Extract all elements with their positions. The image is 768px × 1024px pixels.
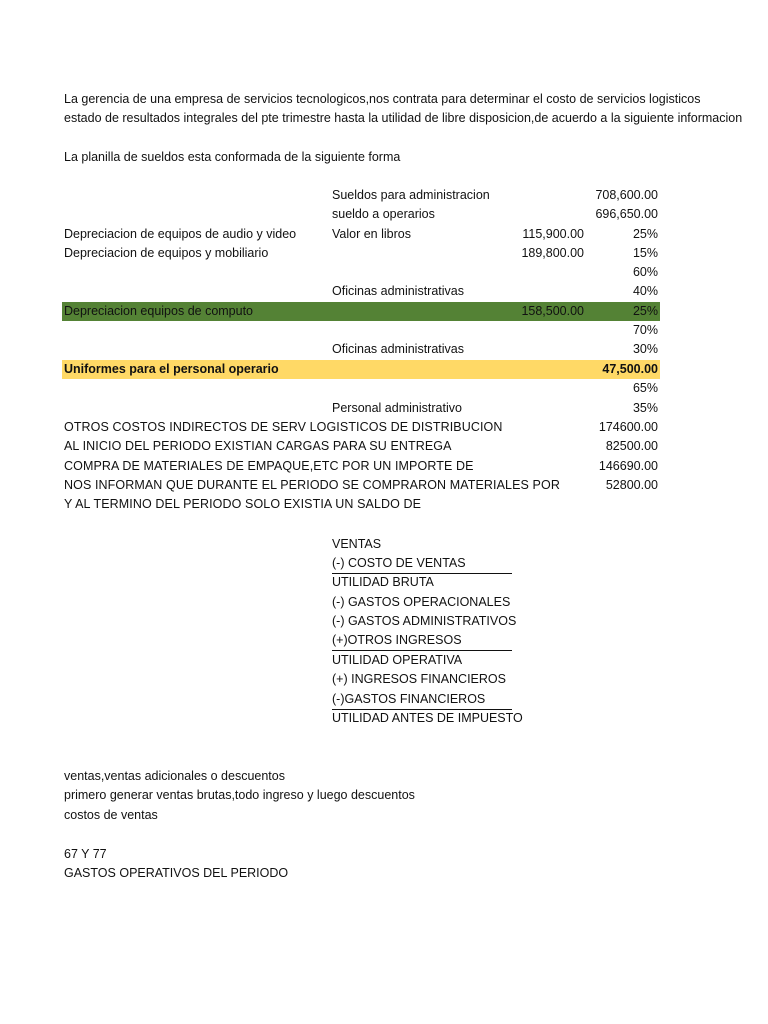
- pct-60: 60%: [632, 265, 658, 279]
- otros-costos-value: 174600.00: [598, 420, 658, 434]
- uniformes-value: 47,500.00: [602, 362, 658, 376]
- cargas-value: 82500.00: [605, 439, 658, 453]
- row-dep-audio: [0, 225, 768, 244]
- dep-audio-pct: 25%: [632, 227, 658, 241]
- row-ingresos-financieros: [0, 670, 768, 689]
- dep-mobiliario-amount: 189,800.00: [521, 246, 584, 260]
- row-note-1: [0, 767, 768, 786]
- cargas-label: AL INICIO DEL PERIODO EXISTIAN CARGAS PARA SU ENTREGA: [64, 439, 452, 453]
- termino-label: Y AL TERMINO DEL PERIODO SOLO EXISTIA UN SALDO DE: [64, 497, 422, 511]
- row-pct-60: [0, 263, 768, 282]
- sueldo-operarios-label: sueldo a operarios: [332, 207, 435, 221]
- row-gastos-operacionales: [0, 593, 768, 612]
- row-termino: [0, 495, 768, 514]
- row-uniformes: [0, 360, 768, 379]
- sueldos-admin-label: Sueldos para administracion: [332, 188, 490, 202]
- estado-ingresos-financieros: (+) INGRESOS FINANCIEROS: [332, 672, 506, 686]
- row-utilidad-antes-impuesto: [0, 709, 768, 728]
- row-costo-ventas: [0, 554, 768, 573]
- row-informan: [0, 476, 768, 495]
- estado-otros-ingresos: (+)OTROS INGRESOS: [332, 631, 512, 651]
- row-note-4: [0, 845, 768, 864]
- row-oficinas-admin-1: [0, 282, 768, 301]
- row-note-3: [0, 806, 768, 825]
- row-gastos-financieros: [0, 690, 768, 709]
- row-utilidad-operativa: [0, 651, 768, 670]
- row-pct-65: [0, 379, 768, 398]
- intro-line-2: [64, 109, 743, 128]
- row-ventas: [0, 535, 768, 554]
- dep-audio-label: Depreciacion de equipos de audio y video: [64, 227, 297, 241]
- estado-utilidad-antes-impuesto: UTILIDAD ANTES DE IMPUESTO: [332, 711, 523, 725]
- pct-65: 65%: [632, 381, 658, 395]
- estado-gastos-operacionales: (-) GASTOS OPERACIONALES: [332, 595, 511, 609]
- row-utilidad-bruta: [0, 573, 768, 592]
- note-4: 67 Y 77: [64, 847, 107, 861]
- otros-costos-label: OTROS COSTOS INDIRECTOS DE SERV LOGISTICOS DE DISTRIBUCION: [64, 420, 503, 434]
- note-2: primero generar ventas brutas,todo ingreso y luego descuentos: [64, 788, 415, 802]
- note-5: GASTOS OPERATIVOS DEL PERIODO: [64, 866, 289, 880]
- pct-40: 40%: [632, 284, 658, 298]
- estado-utilidad-operativa: UTILIDAD OPERATIVA: [332, 653, 463, 667]
- dep-computo-amount: 158,500.00: [521, 304, 584, 318]
- intro-line-1: [64, 90, 701, 109]
- row-personal-admin: [0, 399, 768, 418]
- row-cargas: [0, 437, 768, 456]
- estado-gastos-administrativos: (-) GASTOS ADMINISTRATIVOS: [332, 614, 517, 628]
- dep-computo-label: Depreciacion equipos de computo: [64, 304, 254, 318]
- informan-label: NOS INFORMAN QUE DURANTE EL PERIODO SE COMPRARON MATERIALES POR: [64, 478, 560, 492]
- estado-gastos-financieros: (-)GASTOS FINANCIEROS: [332, 690, 512, 710]
- oficinas-admin-1-label: Oficinas administrativas: [332, 284, 464, 298]
- valor-libros-label: Valor en libros: [332, 227, 411, 241]
- personal-admin-label: Personal administrativo: [332, 401, 462, 415]
- row-oficinas-admin-2: [0, 340, 768, 359]
- oficinas-admin-2-label: Oficinas administrativas: [332, 342, 464, 356]
- note-3: costos de ventas: [64, 808, 158, 822]
- pct-70: 70%: [632, 323, 658, 337]
- row-otros-ingresos: [0, 631, 768, 650]
- pct-35: 35%: [632, 401, 658, 415]
- planilla-heading-row: [0, 148, 768, 167]
- row-note-5: [0, 864, 768, 883]
- uniformes-label: Uniformes para el personal operario: [64, 362, 279, 376]
- pct-30: 30%: [632, 342, 658, 356]
- row-sueldos-admin: [0, 186, 768, 205]
- note-1: ventas,ventas adicionales o descuentos: [64, 769, 285, 783]
- dep-mobiliario-pct: 15%: [632, 246, 658, 260]
- row-note-2: [0, 786, 768, 805]
- row-otros-costos: [0, 418, 768, 437]
- compra-label: COMPRA DE MATERIALES DE EMPAQUE,ETC POR UN IMPORTE DE: [64, 459, 474, 473]
- estado-utilidad-bruta: UTILIDAD BRUTA: [332, 575, 434, 589]
- estado-ventas: VENTAS: [332, 537, 382, 551]
- estado-costo-ventas: (-) COSTO DE VENTAS: [332, 554, 512, 574]
- sueldos-admin-value: 708,600.00: [595, 188, 658, 202]
- row-compra: [0, 457, 768, 476]
- row-pct-70: [0, 321, 768, 340]
- row-gastos-administrativos: [0, 612, 768, 631]
- planilla-heading: La planilla de sueldos esta conformada de la siguiente forma: [64, 150, 401, 164]
- intro-line-2-text: estado de resultados integrales del pte trimestre hasta la utilidad de libre disposicion,de acuerdo a la siguiente informacion: [64, 111, 743, 125]
- sueldo-operarios-value: 696,650.00: [595, 207, 658, 221]
- intro-line-1-text: La gerencia de una empresa de servicios tecnologicos,nos contrata para determinar el costo de servicios logisticos: [64, 92, 701, 106]
- compra-value: 146690.00: [598, 459, 658, 473]
- dep-audio-amount: 115,900.00: [522, 227, 584, 241]
- informan-value: 52800.00: [605, 478, 658, 492]
- row-dep-computo: [0, 302, 768, 321]
- row-dep-mobiliario: [0, 244, 768, 263]
- row-sueldo-operarios: [0, 205, 768, 224]
- dep-computo-pct: 25%: [632, 304, 658, 318]
- dep-mobiliario-label: Depreciacion de equipos y mobiliario: [64, 246, 269, 260]
